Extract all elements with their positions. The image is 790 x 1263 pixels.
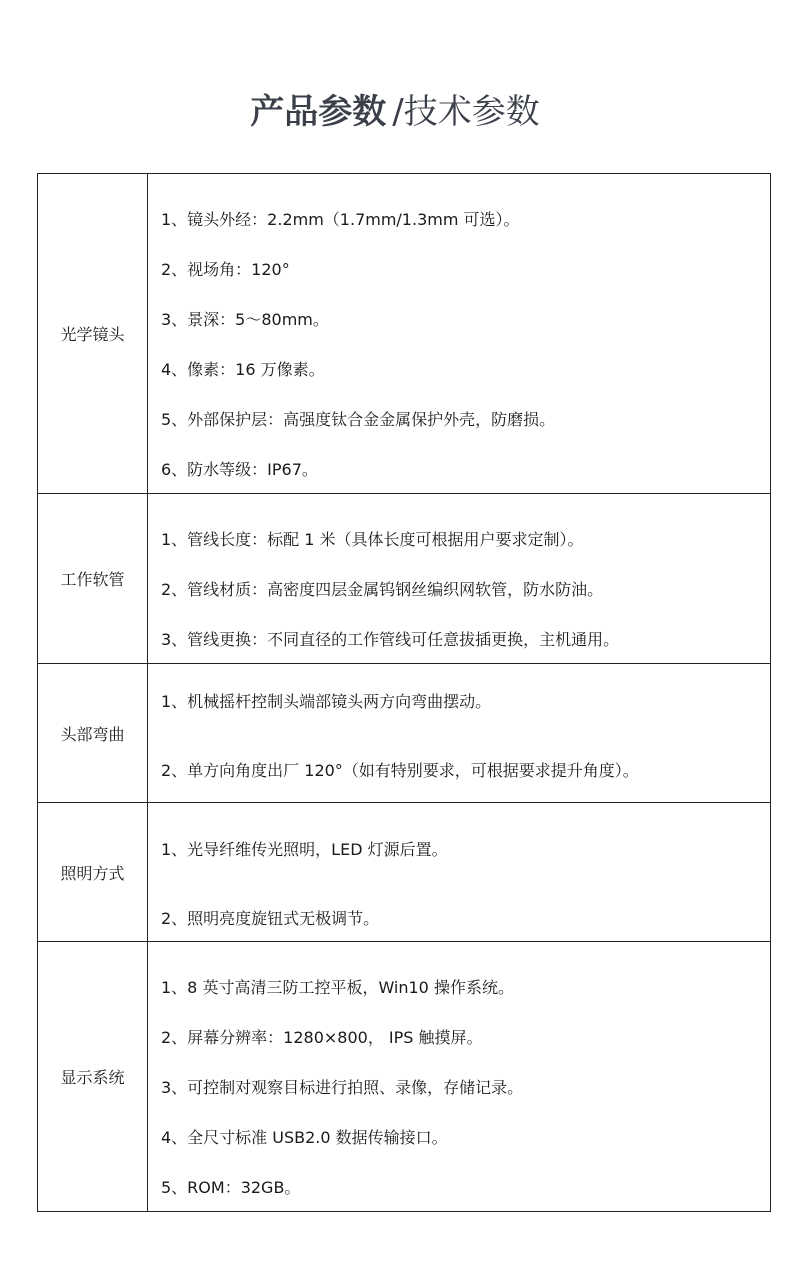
- spec-row-label: 头部弯曲: [38, 664, 148, 803]
- spec-row-work-hose: [38, 494, 771, 664]
- spec-row-label: 显示系统: [38, 942, 148, 1212]
- spec-item: 5、ROM：32GB。: [161, 1177, 301, 1197]
- spec-row-label: 照明方式: [38, 803, 148, 942]
- spec-row-optical-lens: [38, 174, 771, 494]
- spec-row-content: [148, 174, 771, 494]
- spec-row-content: [148, 803, 771, 942]
- spec-item: 5、外部保护层：高强度钛合金金属保护外壳，防磨损。: [161, 409, 556, 429]
- spec-item: 1、8 英寸高清三防工控平板，Win10 操作系统。: [161, 977, 514, 997]
- spec-item: 4、像素：16 万像素。: [161, 359, 325, 379]
- spec-row-content: [148, 494, 771, 664]
- spec-row-lighting: [38, 803, 771, 942]
- spec-item: 4、全尺寸标准 USB2.0 数据传输接口。: [161, 1127, 448, 1147]
- spec-item: 2、单方向角度出厂 120°（如有特别要求，可根据要求提升角度）。: [161, 760, 639, 780]
- spec-row-label: 光学镜头: [38, 174, 148, 494]
- spec-item: 2、管线材质：高密度四层金属钨钢丝编织网软管，防水防油。: [161, 579, 604, 599]
- spec-item: 1、机械摇杆控制头端部镜头两方向弯曲摆动。: [161, 691, 492, 711]
- spec-row-label: 工作软管: [38, 494, 148, 664]
- spec-row-content: [148, 664, 771, 803]
- spec-item: 3、景深：5～80mm。: [161, 309, 329, 329]
- spec-item: 2、照明亮度旋钮式无极调节。: [161, 908, 380, 928]
- spec-item: 3、可控制对观察目标进行拍照、录像，存储记录。: [161, 1077, 524, 1097]
- spec-item: 2、屏幕分辨率：1280×800， IPS 触摸屏。: [161, 1027, 483, 1047]
- spec-row-display-system: [38, 942, 771, 1212]
- spec-row-head-bending: [38, 664, 771, 803]
- spec-item: 1、管线长度：标配 1 米（具体长度可根据用户要求定制）。: [161, 529, 584, 549]
- spec-item: 6、防水等级：IP67。: [161, 459, 318, 479]
- spec-item: 2、视场角：120°: [161, 259, 290, 279]
- spec-row-content: [148, 942, 771, 1212]
- page-title: [0, 84, 790, 140]
- spec-item: 1、光导纤维传光照明，LED 灯源后置。: [161, 839, 448, 859]
- page-title-main: 产品参数: [250, 92, 387, 132]
- spec-table: [37, 173, 771, 1212]
- spec-item: 1、镜头外经：2.2mm（1.7mm/1.3mm 可选）。: [161, 209, 520, 229]
- page-title-separator: /: [392, 92, 404, 132]
- spec-item: 3、管线更换：不同直径的工作管线可任意拔插更换，主机通用。: [161, 629, 620, 649]
- page-title-sub: 技术参数: [403, 92, 540, 132]
